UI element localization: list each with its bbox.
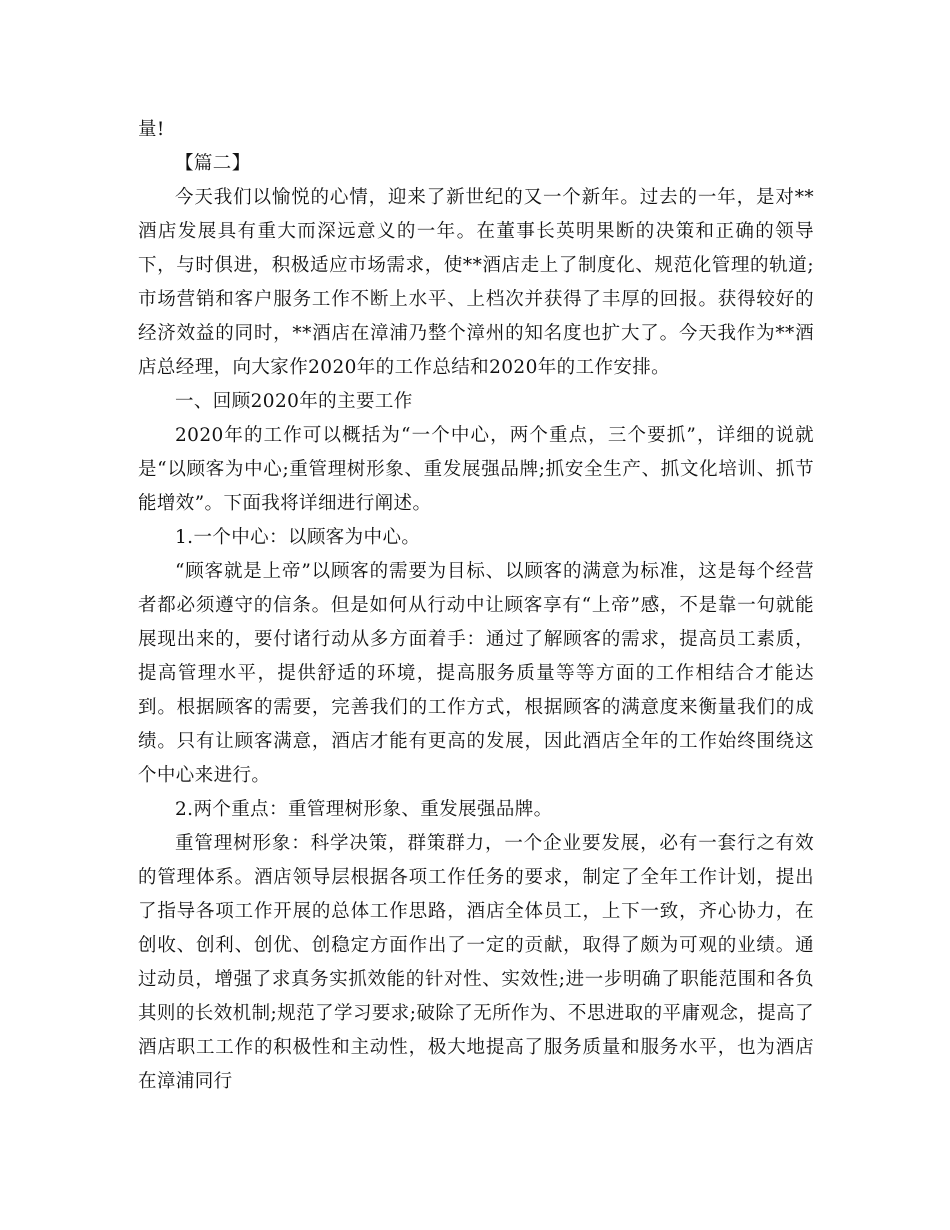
section-title: 【篇二】 [175, 153, 251, 174]
customer-center-heading: 1.一个中心：以顾客为中心。 [175, 527, 421, 548]
two-focus-heading: 2.两个重点：重管理树形象、重发展强品牌。 [175, 799, 553, 820]
customer-center-paragraph: “顾客就是上帝”以顾客的需要为目标、以顾客的满意为标准，这是每个经营者都必须遵守的信条。但是如何从行动中让顾客享有“上帝”感，不是靠一句就能展现出来的，要付诸行动从多方面着手：通过了解顾客的需求，提高员工素质，提高管理水平，提供舒适的环境，提高服务质量等等方面的工作相结合才能达到。根据顾客的需要，完善我们的工作方式，根据顾客的满意度来衡量我们的成绩。只有让顾客满意，酒店才能有更高的发展，因此酒店全年的工作始终围绕这个中心来进行。 [138, 561, 814, 786]
summary-paragraph: 2020年的工作可以概括为“一个中心，两个重点，三个要抓”，详细的说就是“以顾客为中心;重管理树形象、重发展强品牌;抓安全生产、抓文化培训、抓节能增效”。下面我将详细进行阐述。 [138, 425, 814, 514]
document-body [138, 113, 814, 1099]
continuation-text: 量! [138, 119, 165, 140]
management-paragraph: 重管理树形象：科学决策，群策群力，一个企业要发展，必有一套行之有效的管理体系。酒店领导层根据各项工作任务的要求，制定了全年工作计划，提出了指导各项工作开展的总体工作思路，酒店全体员工，上下一致，齐心协力，在创收、创利、创优、创稳定方面作出了一定的贡献，取得了颇为可观的业绩。通过动员，增强了求真务实抓效能的针对性、实效性;进一步明确了职能范围和各负其则的长效机制;规范了学习要求;破除了无所作为、不思进取的平庸观念，提高了酒店职工工作的积极性和主动性，极大地提高了服务质量和服务水平，也为酒店在漳浦同行 [138, 833, 814, 1092]
review-heading: 一、回顾2020年的主要工作 [175, 391, 413, 412]
intro-paragraph: 今天我们以愉悦的心情，迎来了新世纪的又一个新年。过去的一年，是对**酒店发展具有重大而深远意义的一年。在董事长英明果断的决策和正确的领导下，与时俱进，积极适应市场需求，使**酒店走上了制度化、规范化管理的轨道;市场营销和客户服务工作不断上水平、上档次并获得了丰厚的回报。获得较好的经济效益的同时，**酒店在漳浦乃整个漳州的知名度也扩大了。今天我作为**酒店总经理，向大家作2020年的工作总结和2020年的工作安排。 [138, 187, 814, 378]
